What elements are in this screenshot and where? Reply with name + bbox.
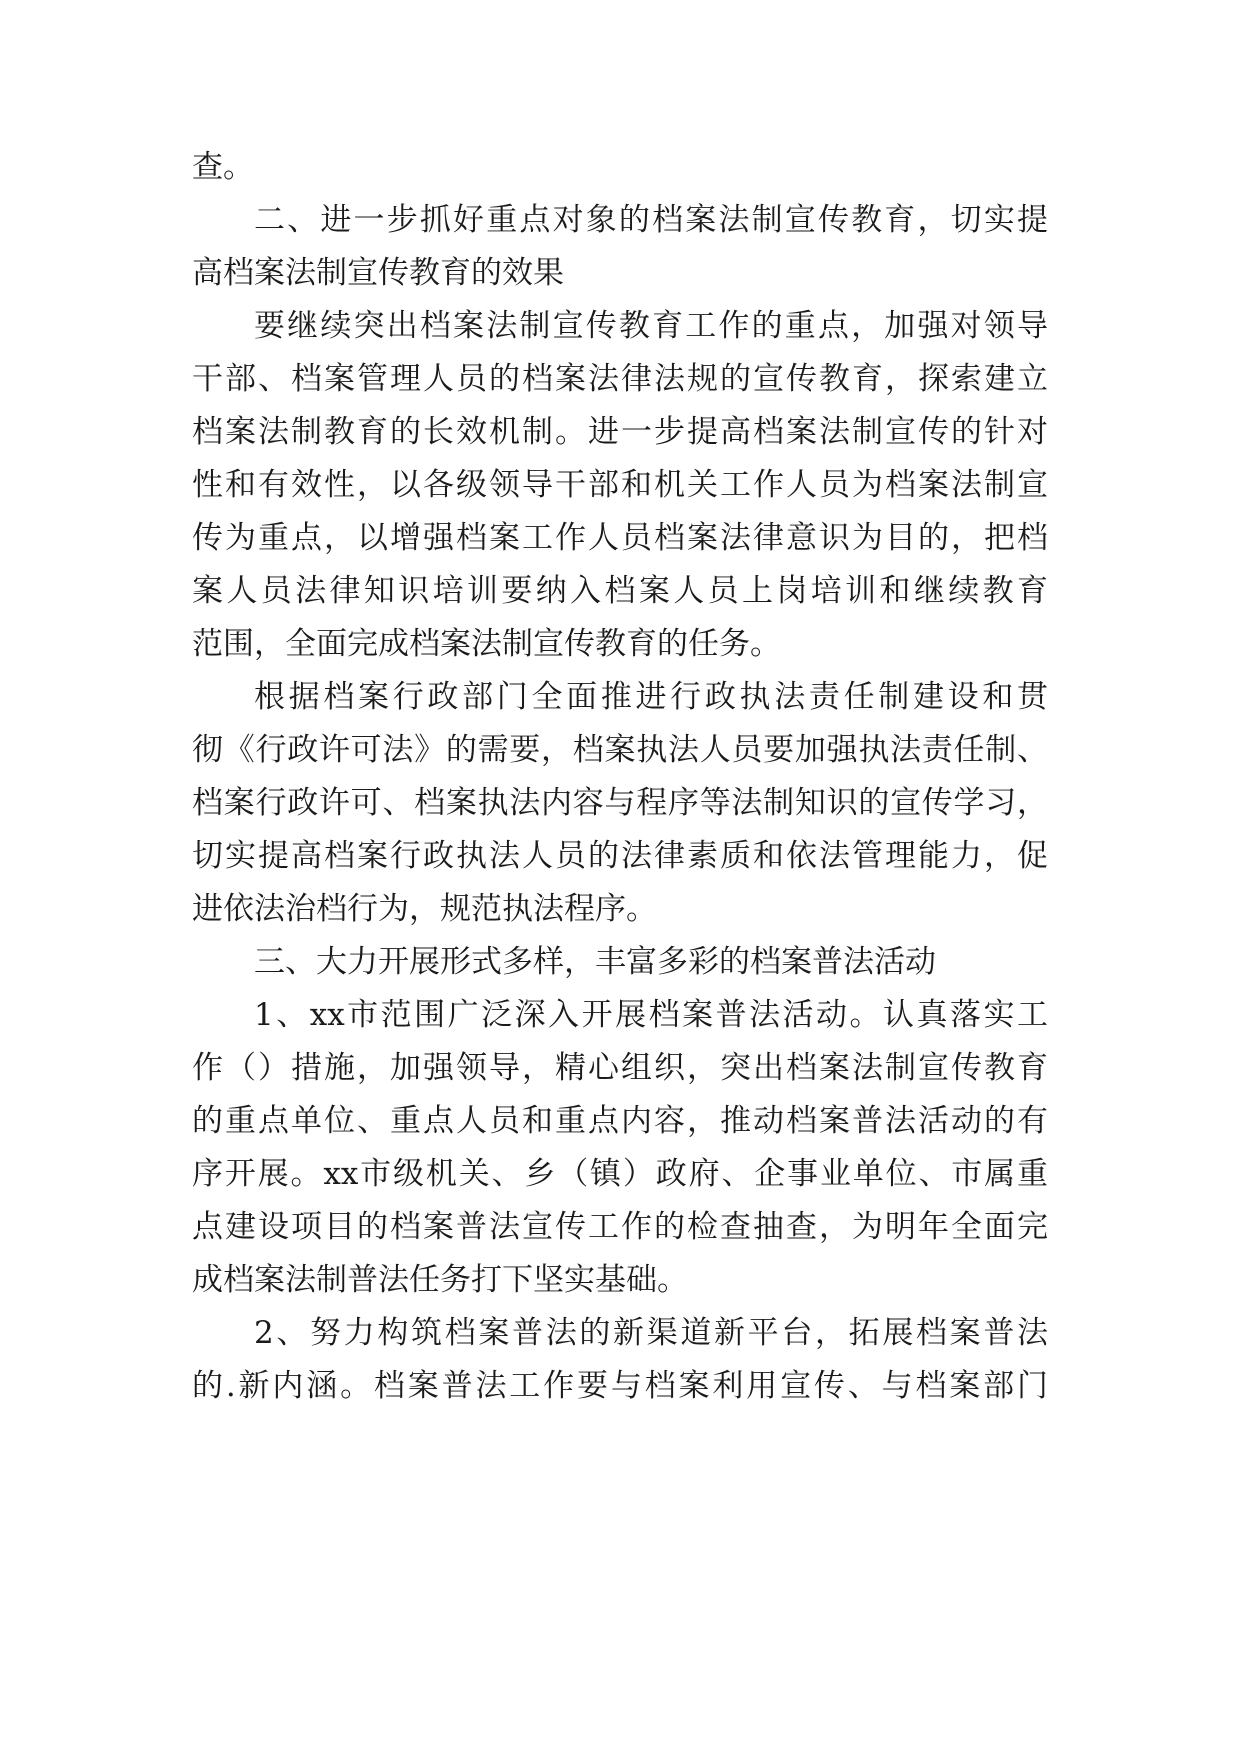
text-line: 的重点单位、重点人员和重点内容，推动档案普法活动的有	[192, 1103, 1048, 1139]
text-line: 查。	[192, 149, 254, 185]
text-line: 干部、档案管理人员的档案法律法规的宣传教育，探索建立	[192, 361, 1048, 397]
section-heading-line: 高档案法制宣传教育的效果	[192, 255, 564, 291]
section-heading-line: 二、进一步抓好重点对象的档案法制宣传教育，切实提	[254, 202, 1048, 238]
text-line: 性和有效性，以各级领导干部和机关工作人员为档案法制宣	[192, 467, 1048, 503]
text-line: 1、xx市范围广泛深入开展档案普法活动。认真落实工	[254, 997, 1048, 1033]
text-line: 根据档案行政部门全面推进行政执法责任制建设和贯	[254, 679, 1048, 715]
text-line: 点建设项目的档案普法宣传工作的检查抽查，为明年全面完	[192, 1209, 1048, 1245]
text-line: 要继续突出档案法制宣传教育工作的重点，加强对领导	[254, 308, 1048, 344]
text-line: 传为重点，以增强档案工作人员档案法律意识为目的，把档	[192, 520, 1048, 556]
text-line: 的.新内涵。档案普法工作要与档案利用宣传、与档案部门	[192, 1368, 1048, 1404]
section-heading-line: 三、大力开展形式多样，丰富多彩的档案普法活动	[254, 944, 936, 980]
text-line: 成档案法制普法任务打下坚实基础。	[192, 1262, 688, 1298]
text-line: 档案法制教育的长效机制。进一步提高档案法制宣传的针对	[192, 414, 1048, 450]
text-line: 2、努力构筑档案普法的新渠道新平台，拓展档案普法	[254, 1315, 1048, 1351]
text-line: 切实提高档案行政执法人员的法律素质和依法管理能力，促	[192, 838, 1048, 874]
text-line: 作（）措施，加强领导，精心组织，突出档案法制宣传教育	[192, 1050, 1048, 1086]
text-line: 档案行政许可、档案执法内容与程序等法制知识的宣传学习，	[192, 785, 1048, 821]
text-line: 序开展。xx市级机关、乡（镇）政府、企事业单位、市属重	[192, 1156, 1048, 1192]
text-line: 案人员法律知识培训要纳入档案人员上岗培训和继续教育	[192, 573, 1048, 609]
text-line: 范围，全面完成档案法制宣传教育的任务。	[192, 626, 781, 662]
text-line: 进依法治档行为，规范执法程序。	[192, 891, 657, 927]
text-line: 彻《行政许可法》的需要，档案执法人员要加强执法责任制、	[192, 732, 1048, 768]
